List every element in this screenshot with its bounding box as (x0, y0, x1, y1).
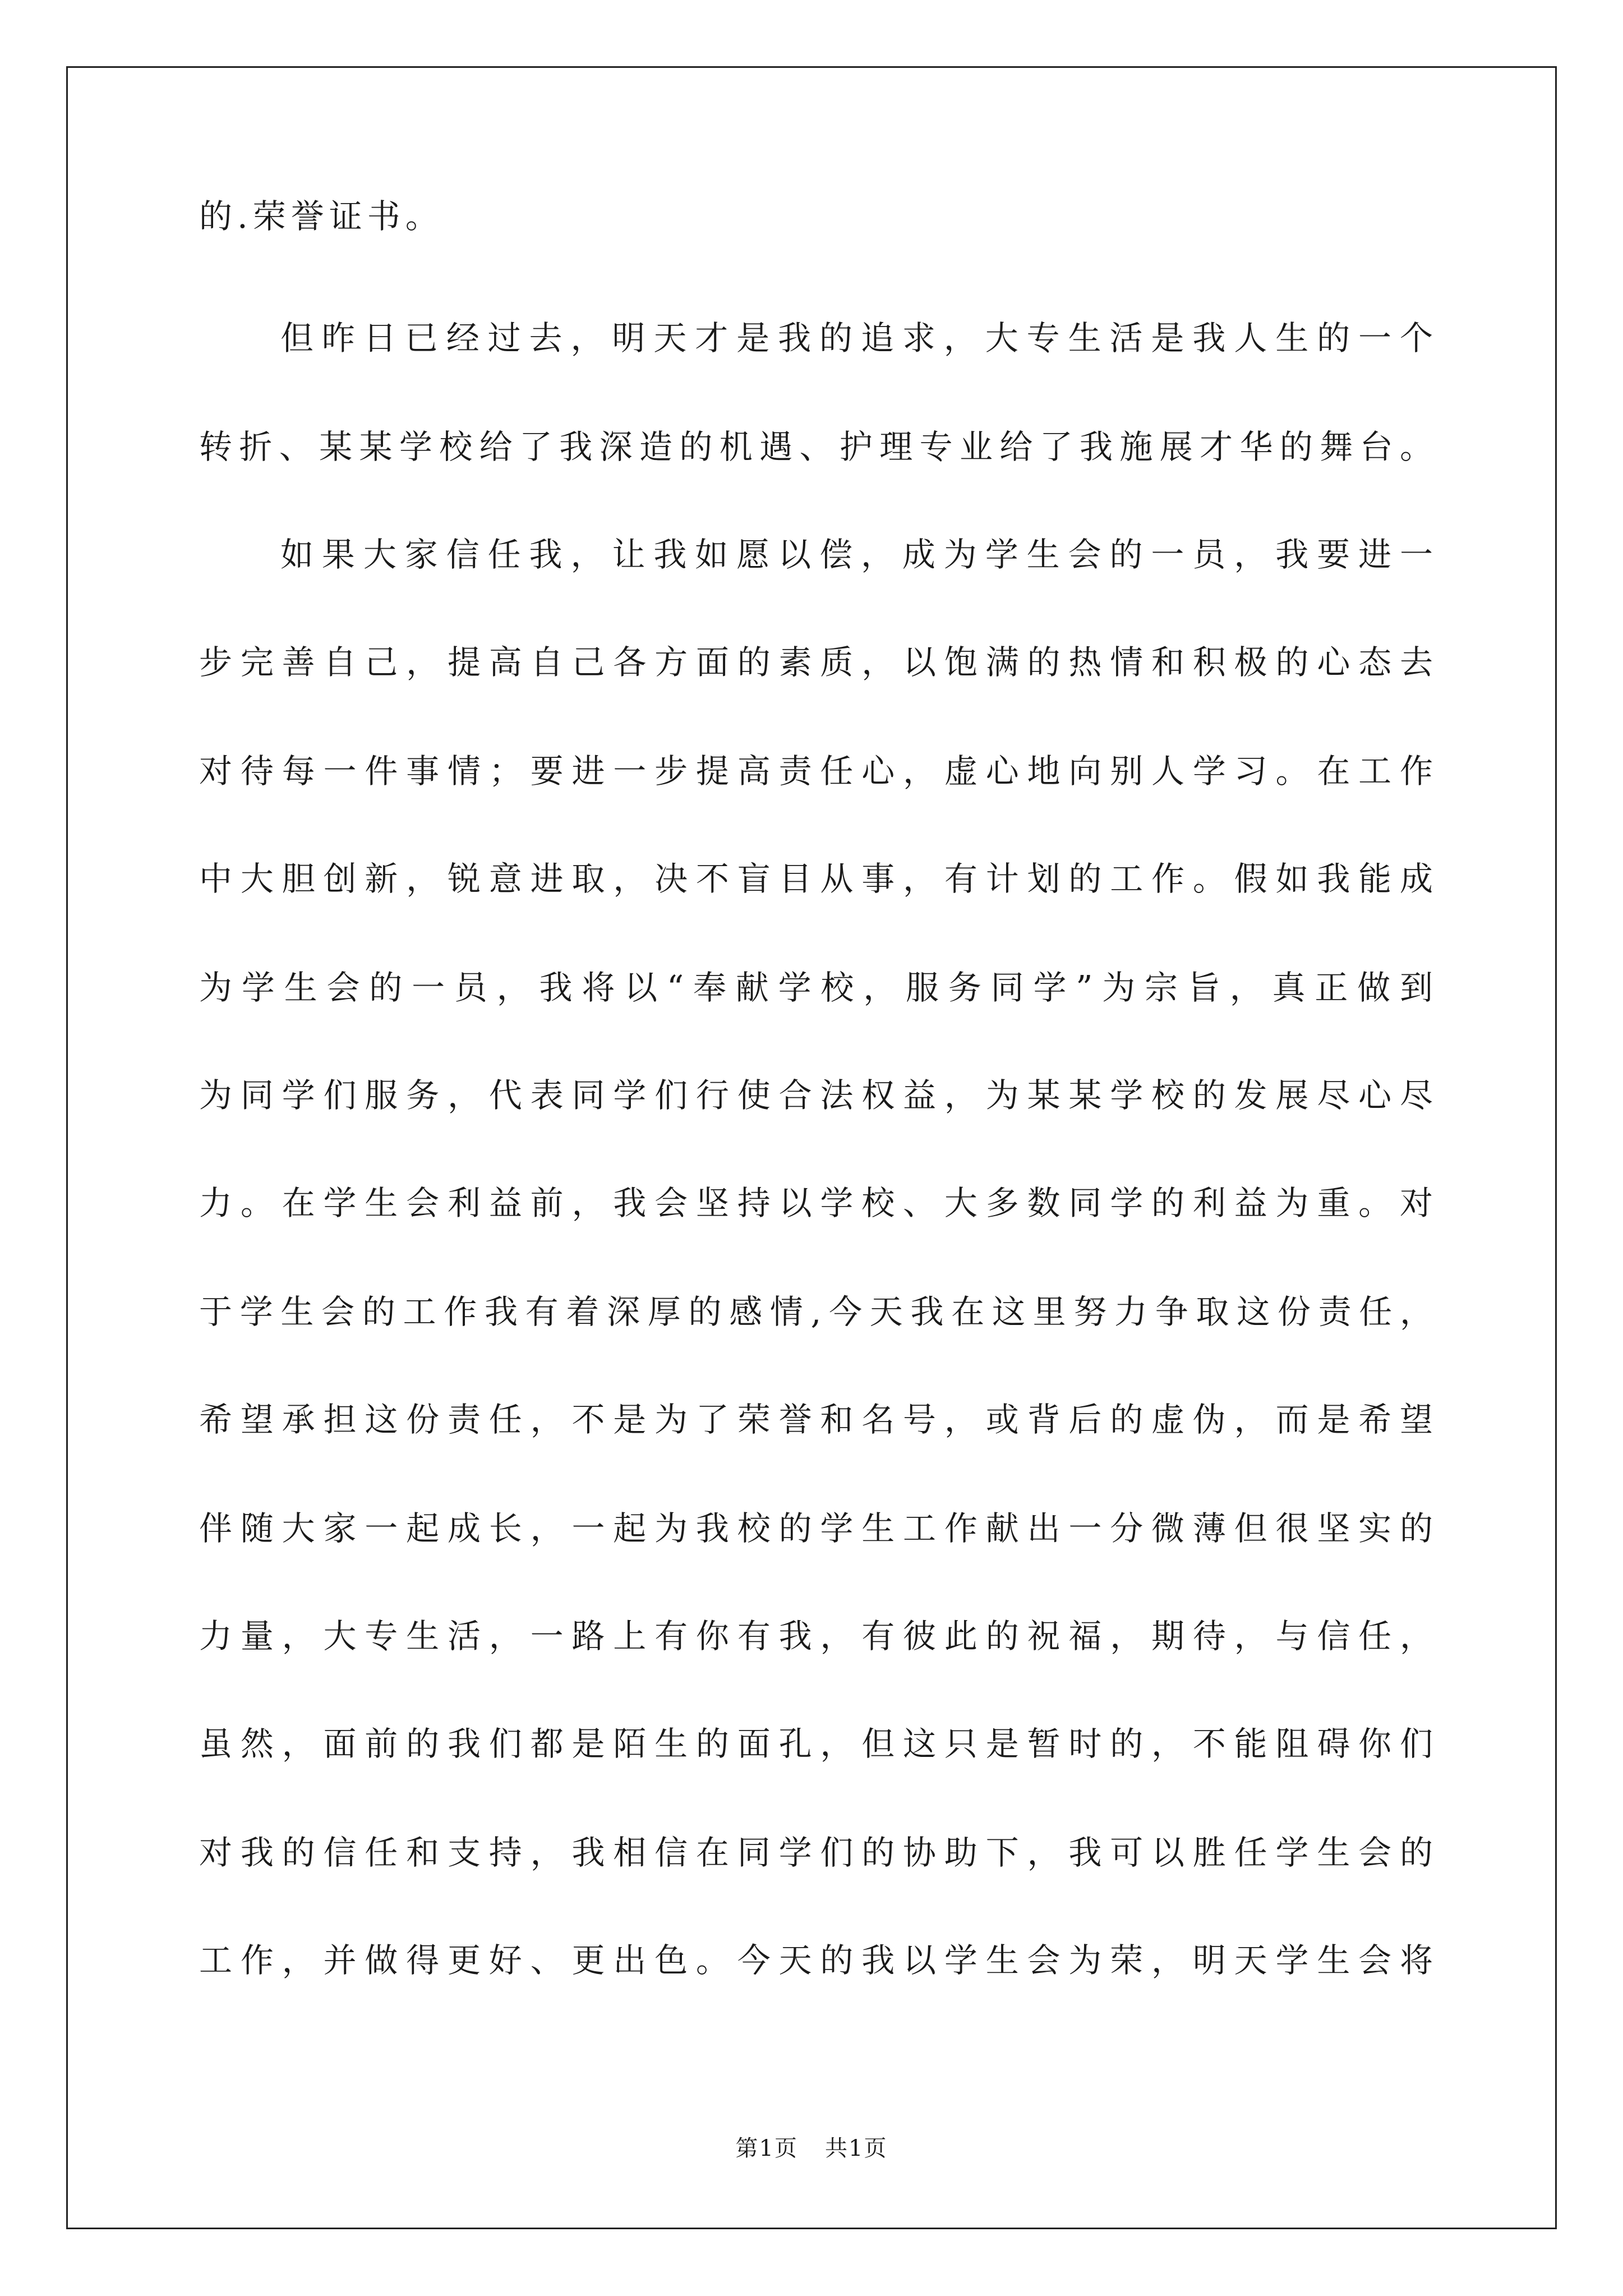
text-line: 但昨日已经过去，明天才是我的追求，大专生活是我人生的一个 (280, 319, 1433, 357)
page-total: 共1页 (825, 2136, 888, 2161)
text-line: 转折、某某学校给了我深造的机遇、护理专业给了我施展才华的舞台。 (199, 427, 1433, 466)
text-line: 工作，并做得更好、更出色。今天的我以学生会为荣，明天学生会将 (199, 1941, 1433, 1980)
text-line: 中大胆创新，锐意进取，决不盲目从事，有计划的工作。假如我能成 (199, 859, 1433, 898)
text-line: 力量，大专生活，一路上有你有我，有彼此的祝福，期待，与信任， (199, 1617, 1433, 1655)
text-line: 的.荣誉证书。 (199, 197, 444, 236)
page-footer (0, 2132, 1623, 2165)
text-line: 伴随大家一起成长，一起为我校的学生工作献出一分微薄但很坚实的 (199, 1509, 1433, 1548)
page-number: 第1页 (735, 2136, 798, 2161)
text-line: 力。在学生会利益前，我会坚持以学校、大多数同学的利益为重。对 (199, 1184, 1433, 1222)
text-line: 为学生会的一员，我将以“奉献学校，服务同学”为宗旨，真正做到 (199, 968, 1433, 1007)
text-line: 对待每一件事情；要进一步提高责任心，虚心地向别人学习。在工作 (199, 752, 1433, 790)
text-line: 为同学们服务，代表同学们行使合法权益，为某某学校的发展尽心尽 (199, 1076, 1433, 1115)
text-line: 步完善自己，提高自己各方面的素质，以饱满的热情和积极的心态去 (199, 643, 1433, 682)
text-line: 希望承担这份责任，不是为了荣誉和名号，或背后的虚伪，而是希望 (199, 1400, 1433, 1439)
text-line: 如果大家信任我，让我如愿以偿，成为学生会的一员，我要进一 (280, 535, 1433, 574)
text-line: 于学生会的工作我有着深厚的感情,今天我在这里努力争取这份责任， (199, 1292, 1433, 1331)
text-line: 对我的信任和支持，我相信在同学们的协助下，我可以胜任学生会的 (199, 1833, 1433, 1872)
page-border (66, 66, 1557, 2229)
text-line: 虽然，面前的我们都是陌生的面孔，但这只是暂时的，不能阻碍你们 (199, 1724, 1433, 1763)
